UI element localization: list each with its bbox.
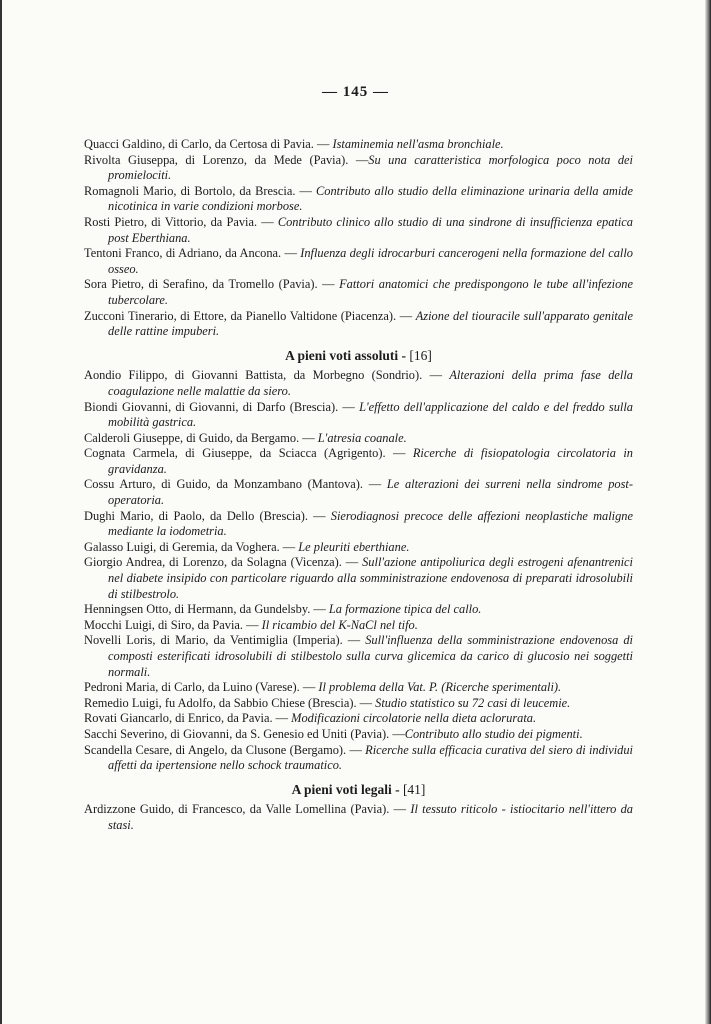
entry-title: Su una caratteristica morfologica poco nota dei promielociti. <box>108 152 633 183</box>
section-heading <box>84 348 633 364</box>
scan-left-edge <box>0 0 2 1024</box>
entry-title: Fattori anatomici che predispongono le tube all'infezione tubercolare. <box>108 277 633 307</box>
entry-title: La formazione tipica del callo. <box>328 602 482 617</box>
entry-title: Il problema della Vat. P. (Ricerche sperimentali). <box>318 680 562 695</box>
section-count: [16] <box>409 347 432 363</box>
section-heading-text: A pieni voti assoluti - <box>285 347 410 363</box>
thesis-entry <box>84 727 633 743</box>
entry-title: Il tessuto riticolo - istiocitario nell'ittero da stasi. <box>108 802 633 832</box>
entry-author: Sora Pietro, di Serafino, da Tromello (Pavia). — <box>84 277 340 292</box>
entry-title: Influenza degli idrocarburi cancerogeni nella formazione del callo osseo. <box>108 246 633 276</box>
entry-author: Cossu Arturo, di Guido, da Monzambano (Mantova). — <box>84 477 387 492</box>
thesis-entry <box>84 680 633 696</box>
entry-title: Contributo clinico allo studio di una sindrone di insufficienza epatica post Eberthiana. <box>108 214 633 245</box>
entry-author: Quacci Galdino, di Carlo, da Certosa di Pavia. — <box>84 137 333 151</box>
entry-author: Remedio Luigi, fu Adolfo, da Sabbio Chiese (Brescia). — <box>84 695 376 710</box>
entry-title: Istaminemia nell'asma bronchiale. <box>332 137 504 151</box>
entry-title: Ricerche sulla efficacia curativa del siero di individui affetti da ipertensione nello schock traumatico. <box>108 742 633 773</box>
entry-author: Pedroni Maria, di Carlo, da Luino (Varese). — <box>84 680 319 695</box>
entry-author: Rovati Giancarlo, di Enrico, da Pavia. — <box>84 711 292 726</box>
entry-author: Romagnoli Mario, di Bortolo, da Brescia. — <box>84 183 316 198</box>
thesis-entry <box>84 802 633 833</box>
entry-author: Rivolta Giuseppa, di Lorenzo, da Mede (Pavia). — <box>84 152 369 167</box>
entry-title: Ricerche di fisiopatologia circolatoria in gravidanza. <box>108 446 634 476</box>
thesis-entry <box>84 477 633 508</box>
entry-title: Sull'influenza della somministrazione endovenosa di composti esterificati idrosolubili di stilbestolo sulla curva glicemica da carico di glucosio nei soggetti normali. <box>108 633 633 679</box>
entry-author: Scandella Cesare, di Angelo, da Clusone (Bergamo). — <box>84 742 366 757</box>
thesis-entry <box>84 368 633 399</box>
thesis-entry <box>84 602 633 618</box>
entry-title: Contributo allo studio dei pigmenti. <box>404 726 583 741</box>
entry-author: Sacchi Severino, di Giovanni, da S. Genesio ed Uniti (Pavia). — <box>84 726 405 741</box>
entry-title: Sull'azione antipoliurica degli estrogeni afenantrenici nel diabete insipido con particolare riguardo alla somministrazione endovenosa di preparati idrosolubili di stilbestrolo. <box>108 555 633 601</box>
entry-title: Le pleuriti eberthiane. <box>298 539 410 554</box>
thesis-entry <box>84 743 633 774</box>
entry-author: Novelli Loris, di Mario, da Ventimiglia (Imperia). — <box>84 633 366 648</box>
entry-author: Galasso Luigi, di Geremia, da Voghera. — <box>84 539 299 554</box>
thesis-entry <box>84 246 633 277</box>
entry-title: Modificazioni circolatorie nella dieta aclorurata. <box>291 711 537 726</box>
thesis-entry <box>84 309 633 340</box>
thesis-entry <box>84 555 633 602</box>
entry-author: Zucconi Tinerario, di Ettore, da Pianello Valtidone (Piacenza). — <box>84 308 416 323</box>
entry-title: Alterazioni della prima fase della coagulazione nelle malattie da siero. <box>108 368 633 398</box>
entry-author: Ardizzone Guido, di Francesco, da Valle Lomellina (Pavia). — <box>84 802 411 817</box>
thesis-entry <box>84 137 633 153</box>
thesis-entry <box>84 618 633 634</box>
entry-title: L'atresia coanale. <box>317 430 407 445</box>
entry-author: Henningsen Otto, di Hermann, da Gundelsby. — <box>84 602 329 617</box>
thesis-entry <box>84 711 633 727</box>
section-heading-text: A pieni voti legali - <box>291 781 403 797</box>
thesis-entry <box>84 400 633 431</box>
scan-right-edge <box>705 0 711 1024</box>
entry-author: Mocchi Luigi, di Siro, da Pavia. — <box>84 617 262 632</box>
entry-title: Contributo allo studio della eliminazione urinaria della amide nicotinica in varie condizioni morbose. <box>108 183 633 214</box>
entry-author: Cognata Carmela, di Giuseppe, da Sciacca (Agrigento). — <box>84 446 413 461</box>
entry-author: Rosti Pietro, di Vittorio, da Pavia. — <box>84 214 278 229</box>
page-number: — 145 — <box>322 84 389 100</box>
entry-title: Studio statistico su 72 casi di leucemie. <box>375 695 571 710</box>
thesis-entry <box>84 153 633 184</box>
entry-title: Azione del tiouracile sull'apparato genitale delle rattine impuberi. <box>108 308 633 339</box>
entry-title: Sierodiagnosi precoce delle affezioni neoplastiche maligne mediante la iodometria. <box>108 508 633 539</box>
thesis-entry <box>84 215 633 246</box>
entry-author: Tentoni Franco, di Adriano, da Ancona. — <box>84 246 301 261</box>
entry-author: Biondi Giovanni, di Giovanni, di Darfo (Brescia). — <box>84 399 360 414</box>
section-heading <box>84 782 633 798</box>
thesis-entry <box>84 446 633 477</box>
entry-author: Dughi Mario, di Paolo, da Dello (Brescia). — <box>84 508 331 523</box>
thesis-entry <box>84 184 633 215</box>
entry-title: L'effetto dell'applicazione del caldo e del freddo sulla mobilità gastrica. <box>108 399 634 430</box>
thesis-entry <box>84 540 633 556</box>
thesis-entry <box>84 509 633 540</box>
entry-title: Le alterazioni dei surreni nella sindrome post-operatoria. <box>108 477 633 508</box>
thesis-entry <box>84 277 633 308</box>
thesis-entry <box>84 696 633 712</box>
entry-title: Il ricambio del K-NaCl nel tifo. <box>261 617 418 632</box>
entry-author: Giorgio Andrea, di Lorenzo, da Solagna (Vicenza). — <box>84 555 363 570</box>
section-count: [41] <box>402 781 426 797</box>
entry-author: Aondio Filippo, di Giovanni Battista, da Morbegno (Sondrio). — <box>84 368 450 383</box>
entry-author: Calderoli Giuseppe, di Guido, da Bergamo. — <box>84 430 318 445</box>
thesis-entry <box>84 431 633 447</box>
thesis-list <box>84 137 633 834</box>
thesis-entry <box>84 633 633 680</box>
